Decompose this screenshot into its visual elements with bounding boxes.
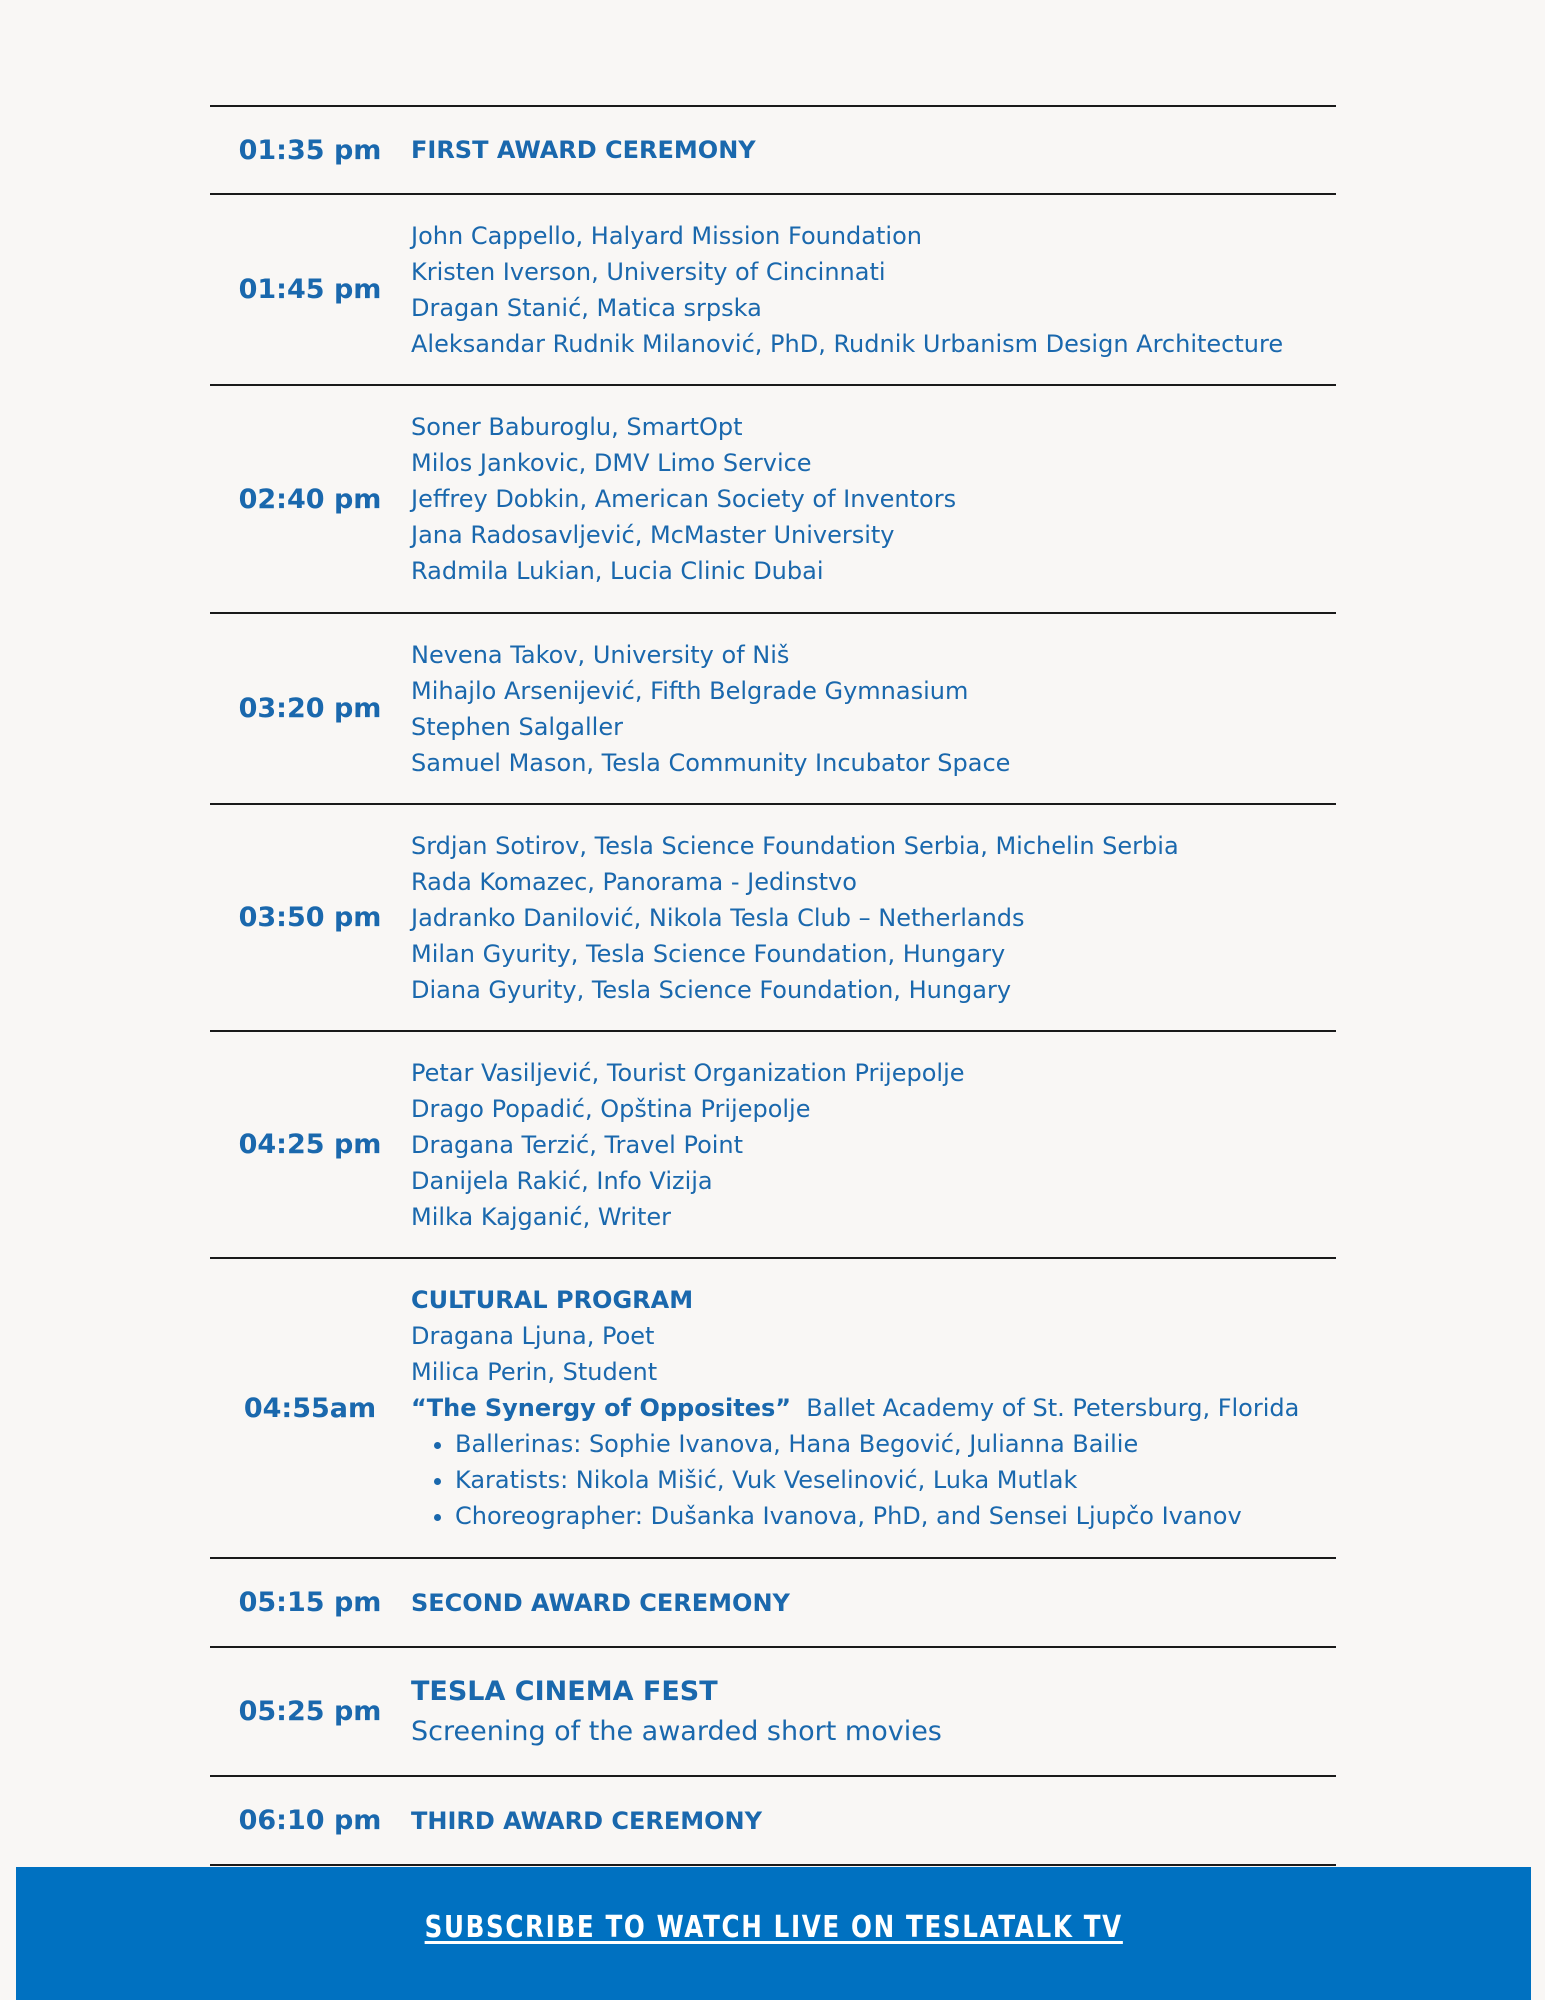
speaker-line: Aleksandar Rudnik Milanović, PhD, Rudnik Urbanism Design Architecture (411, 329, 1284, 358)
time-label: 02:40 pm (238, 483, 382, 515)
row-content (410, 132, 1336, 168)
event-heading: CULTURAL PROGRAM (411, 1286, 694, 1314)
event-heading: FIRST AWARD CEREMONY (411, 136, 756, 164)
speaker-line: Drago Popadić, Opština Prijepolje (411, 1094, 811, 1123)
speaker-line: Kristen Iverson, University of Cincinnati (411, 257, 886, 286)
schedule-row (210, 195, 1336, 386)
time-label: 04:55am (243, 1392, 377, 1424)
speaker-line: Rada Komazec, Panorama - Jedinstvo (411, 867, 857, 896)
schedule-table (210, 105, 1336, 1866)
time-label: 03:20 pm (238, 693, 382, 724)
event-heading: SECOND AWARD CEREMONY (411, 1588, 790, 1617)
speaker-line: Dragana Terzić, Travel Point (411, 1130, 744, 1159)
schedule-row (210, 1259, 1336, 1559)
schedule-row (210, 1559, 1336, 1648)
speaker-line: Jana Radosavljević, McMaster University (411, 521, 895, 549)
row-content (410, 637, 1336, 781)
schedule-row (210, 614, 1336, 805)
speaker-line: Soner Baburoglu, SmartOpt (411, 413, 743, 441)
speaker-line: Petar Vasiljević, Tourist Organization Prijepolje (411, 1058, 965, 1087)
performance-credits (411, 1426, 1336, 1534)
speaker-line: Nevena Takov, University of Niš (411, 640, 790, 669)
row-content (410, 218, 1336, 362)
speaker-line: Milos Jankovic, DMV Limo Service (411, 449, 812, 477)
time-label: 01:35 pm (238, 134, 382, 166)
performance-company: Ballet Academy of St. Petersburg, Florida (806, 1394, 1300, 1422)
row-content (410, 409, 1336, 589)
row-content (410, 828, 1336, 1008)
schedule-row (210, 1648, 1336, 1777)
event-subtitle: Screening of the awarded short movies (411, 1715, 942, 1747)
speaker-line: Jeffrey Dobkin, American Society of Inventors (411, 485, 957, 513)
row-content (410, 1672, 1336, 1752)
performer-line: Dragana Ljuna, Poet (411, 1322, 655, 1350)
speaker-line: Srdjan Sotirov, Tesla Science Foundation Serbia, Michelin Serbia (411, 831, 1179, 860)
speaker-line: Mihajlo Arsenijević, Fifth Belgrade Gymnasium (411, 676, 969, 705)
performance-line (411, 1390, 1336, 1426)
subscribe-banner (16, 1867, 1531, 2000)
row-content (410, 1282, 1336, 1534)
schedule-row (210, 107, 1336, 195)
credit-item: • Ballerinas: Sophie Ivanova, Hana Begović, Julianna Bailie (455, 1426, 1336, 1462)
speaker-line: John Cappello, Halyard Mission Foundation (411, 221, 922, 250)
schedule-row (210, 386, 1336, 614)
speaker-line: Dragan Stanić, Matica srpska (411, 293, 762, 322)
speaker-line: Diana Gyurity, Tesla Science Foundation, Hungary (411, 975, 1012, 1004)
schedule-row (210, 805, 1336, 1032)
time-label: 04:25 pm (238, 1129, 382, 1160)
time-label: 01:45 pm (238, 274, 382, 305)
schedule-row (210, 1777, 1336, 1866)
time-label: 05:15 pm (238, 1587, 382, 1618)
time-label: 05:25 pm (238, 1696, 382, 1727)
schedule-row (210, 1032, 1336, 1259)
speaker-line: Milka Kajganić, Writer (411, 1202, 672, 1231)
event-heading: TESLA CINEMA FEST (411, 1675, 718, 1707)
speaker-line: Samuel Mason, Tesla Community Incubator Space (411, 748, 1011, 777)
credit-item: • Choreographer: Dušanka Ivanova, PhD, and Sensei Ljupčo Ivanov (455, 1498, 1336, 1534)
row-content (410, 1585, 1336, 1621)
row-content (410, 1803, 1336, 1839)
event-heading: THIRD AWARD CEREMONY (411, 1806, 762, 1835)
performer-line: Milica Perin, Student (411, 1358, 658, 1386)
speaker-line: Stephen Salgaller (411, 712, 623, 741)
performance-title: “The Synergy of Opposites” (411, 1394, 792, 1422)
subscribe-link[interactable]: SUBSCRIBE TO WATCH LIVE ON TESLATALK TV (424, 1910, 1123, 1945)
time-label: 03:50 pm (238, 902, 382, 933)
speaker-line: Danijela Rakić, Info Vizija (411, 1166, 713, 1195)
speaker-line: Jadranko Danilović, Nikola Tesla Club – Netherlands (411, 903, 1025, 932)
row-content (410, 1055, 1336, 1235)
speaker-line: Milan Gyurity, Tesla Science Foundation, Hungary (411, 939, 1006, 968)
speaker-line: Radmila Lukian, Lucia Clinic Dubai (411, 557, 824, 585)
time-label: 06:10 pm (238, 1805, 382, 1836)
credit-item: • Karatists: Nikola Mišić, Vuk Veselinović, Luka Mutlak (455, 1462, 1336, 1498)
